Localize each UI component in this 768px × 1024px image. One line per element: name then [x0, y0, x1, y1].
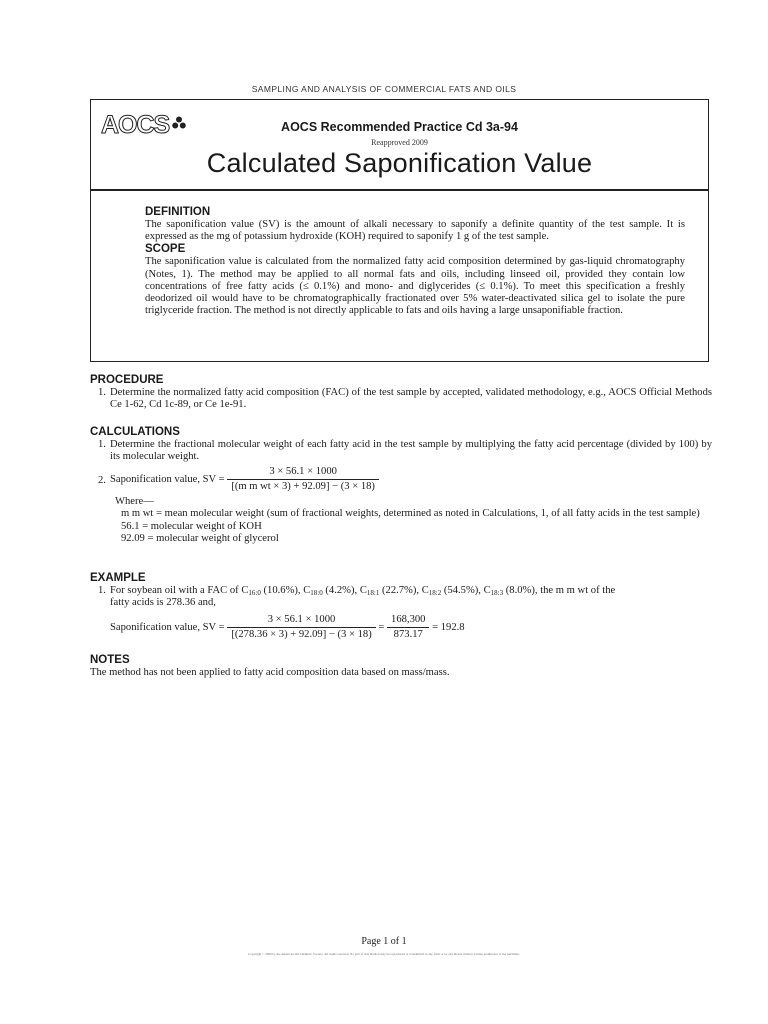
procedure-heading: PROCEDURE	[90, 374, 164, 386]
example-formula	[227, 614, 375, 641]
acid-percent: (10.6%), C	[260, 585, 311, 596]
notes-heading: NOTES	[90, 654, 130, 666]
definition-mmwt: m m wt = mean molecular weight (sum of fractional weights, determined as noted in Calculations, 1, of all fatty acids in the test sample)	[121, 508, 700, 520]
item-number: 1.	[98, 439, 106, 450]
calculations-item-2	[90, 466, 712, 493]
formula-denominator: [(m m wt × 3) + 92.09] − (3 × 18)	[231, 480, 375, 492]
acid-subscript: 18:2	[428, 589, 442, 597]
item-text: Determine the normalized fatty acid composition (FAC) of the test sample by accepted, validated methodology, e.g., AOCS Official Methods Ce 1-62, Cd 1c-89, or Ce 1e-91.	[110, 387, 712, 411]
definition-heading: DEFINITION	[145, 206, 211, 218]
calculations-section	[90, 426, 712, 493]
practice-title: AOCS Recommended Practice Cd 3a-94	[281, 120, 518, 134]
notes-text: The method has not been applied to fatty acid composition data based on mass/mass.	[90, 667, 450, 678]
notes-section	[90, 654, 712, 679]
formula-label: Saponification value, SV =	[110, 621, 225, 633]
formula-result: = 192.8	[432, 621, 465, 633]
page-title: Calculated Saponification Value	[206, 148, 593, 178]
page-number: Page 1 of 1	[361, 936, 407, 947]
formula-denominator: [(278.36 × 3) + 92.09] − (3 × 18)	[231, 628, 372, 640]
example-formula-row	[90, 614, 712, 641]
header-box	[90, 99, 709, 191]
formula-numerator: 3 × 56.1 × 1000	[227, 614, 375, 628]
scope-text: The saponification value is calculated from the normalized fatty acid composition determined by gas-liquid chromatography (Notes, 1). The method may be applied to all normal fats and oils, including linseed oil, provided they contain low concentrations of free fatty acids (≤ 0.1%) and mono- and diglycerides (≤ 0.1%). To meet this specification a freshly deodorized oil would have to be chromatographically fractionated over 5% water-deactivated silica gel to isolate the pure triglyceride fraction. The method is not directly applicable to fats and oils having a large unsaponifiable fraction.	[145, 256, 685, 317]
formula-numerator: 168,300	[387, 614, 429, 628]
definition-glycerol: 92.09 = molecular weight of glycerol	[121, 533, 279, 545]
item-number: 1.	[98, 387, 106, 398]
calculations-item-1	[90, 439, 712, 464]
item-text: Determine the fractional molecular weight of each fatty acid in the test sample by multiplying the fatty acid percentage (divided by 100) by its molecular weight.	[110, 439, 712, 463]
procedure-section	[90, 374, 712, 412]
acid-percent: (54.5%), C	[441, 585, 491, 596]
formula-numerator: 3 × 56.1 × 1000	[227, 466, 379, 480]
running-head: SAMPLING AND ANALYSIS OF COMMERCIAL FATS AND OILS	[251, 84, 517, 94]
definition-koh: 56.1 = molecular weight of KOH	[121, 520, 262, 532]
formula-label: Saponification value, SV =	[110, 473, 225, 485]
example-intro: For soybean oil with a FAC of C	[110, 585, 249, 596]
calculations-heading: CALCULATIONS	[90, 426, 180, 438]
example-section	[90, 572, 712, 641]
acid-percent: (22.7%), C	[379, 585, 429, 596]
acid-subscript: 16:0	[248, 589, 261, 597]
sv-formula	[227, 466, 379, 493]
item-number: 2.	[98, 474, 106, 486]
procedure-item	[90, 387, 712, 412]
acid-subscript: 18:1	[366, 589, 380, 597]
example-item	[90, 585, 712, 610]
example-fraction-2	[387, 614, 429, 641]
where-definitions	[115, 496, 710, 546]
acid-percent: (8.0%), the m m wt of the	[503, 585, 616, 596]
formula-denominator: 873.17	[393, 628, 423, 640]
reapproved-note: Reapproved 2009	[371, 138, 428, 147]
acid-subscript: 18:3	[490, 589, 504, 597]
copyright-notice: Copyright © 2009 by the American Oil Chemists' Society. All rights reserved. No part of this method may be reproduced or transmitted in any form or by any means without written permission of the publisher.	[248, 952, 520, 956]
item-number: 1.	[98, 585, 106, 596]
example-line-2: fatty acids is 278.36 and,	[110, 597, 216, 609]
scope-heading: SCOPE	[145, 243, 186, 256]
acid-percent: (4.2%), C	[322, 585, 367, 596]
acid-subscript: 18:0	[310, 589, 323, 597]
where-label: Where—	[115, 496, 154, 507]
example-heading: EXAMPLE	[90, 572, 146, 584]
definition-scope-box	[90, 190, 709, 362]
logo-text: AOCS	[101, 111, 170, 139]
definition-text: The saponification value (SV) is the amount of alkali necessary to saponify a definite quantity of the test sample. It is expressed as the mg of potassium hydroxide (KOH) required to saponify 1 g of the test sample.	[145, 219, 685, 243]
equals-sign: =	[378, 621, 385, 633]
